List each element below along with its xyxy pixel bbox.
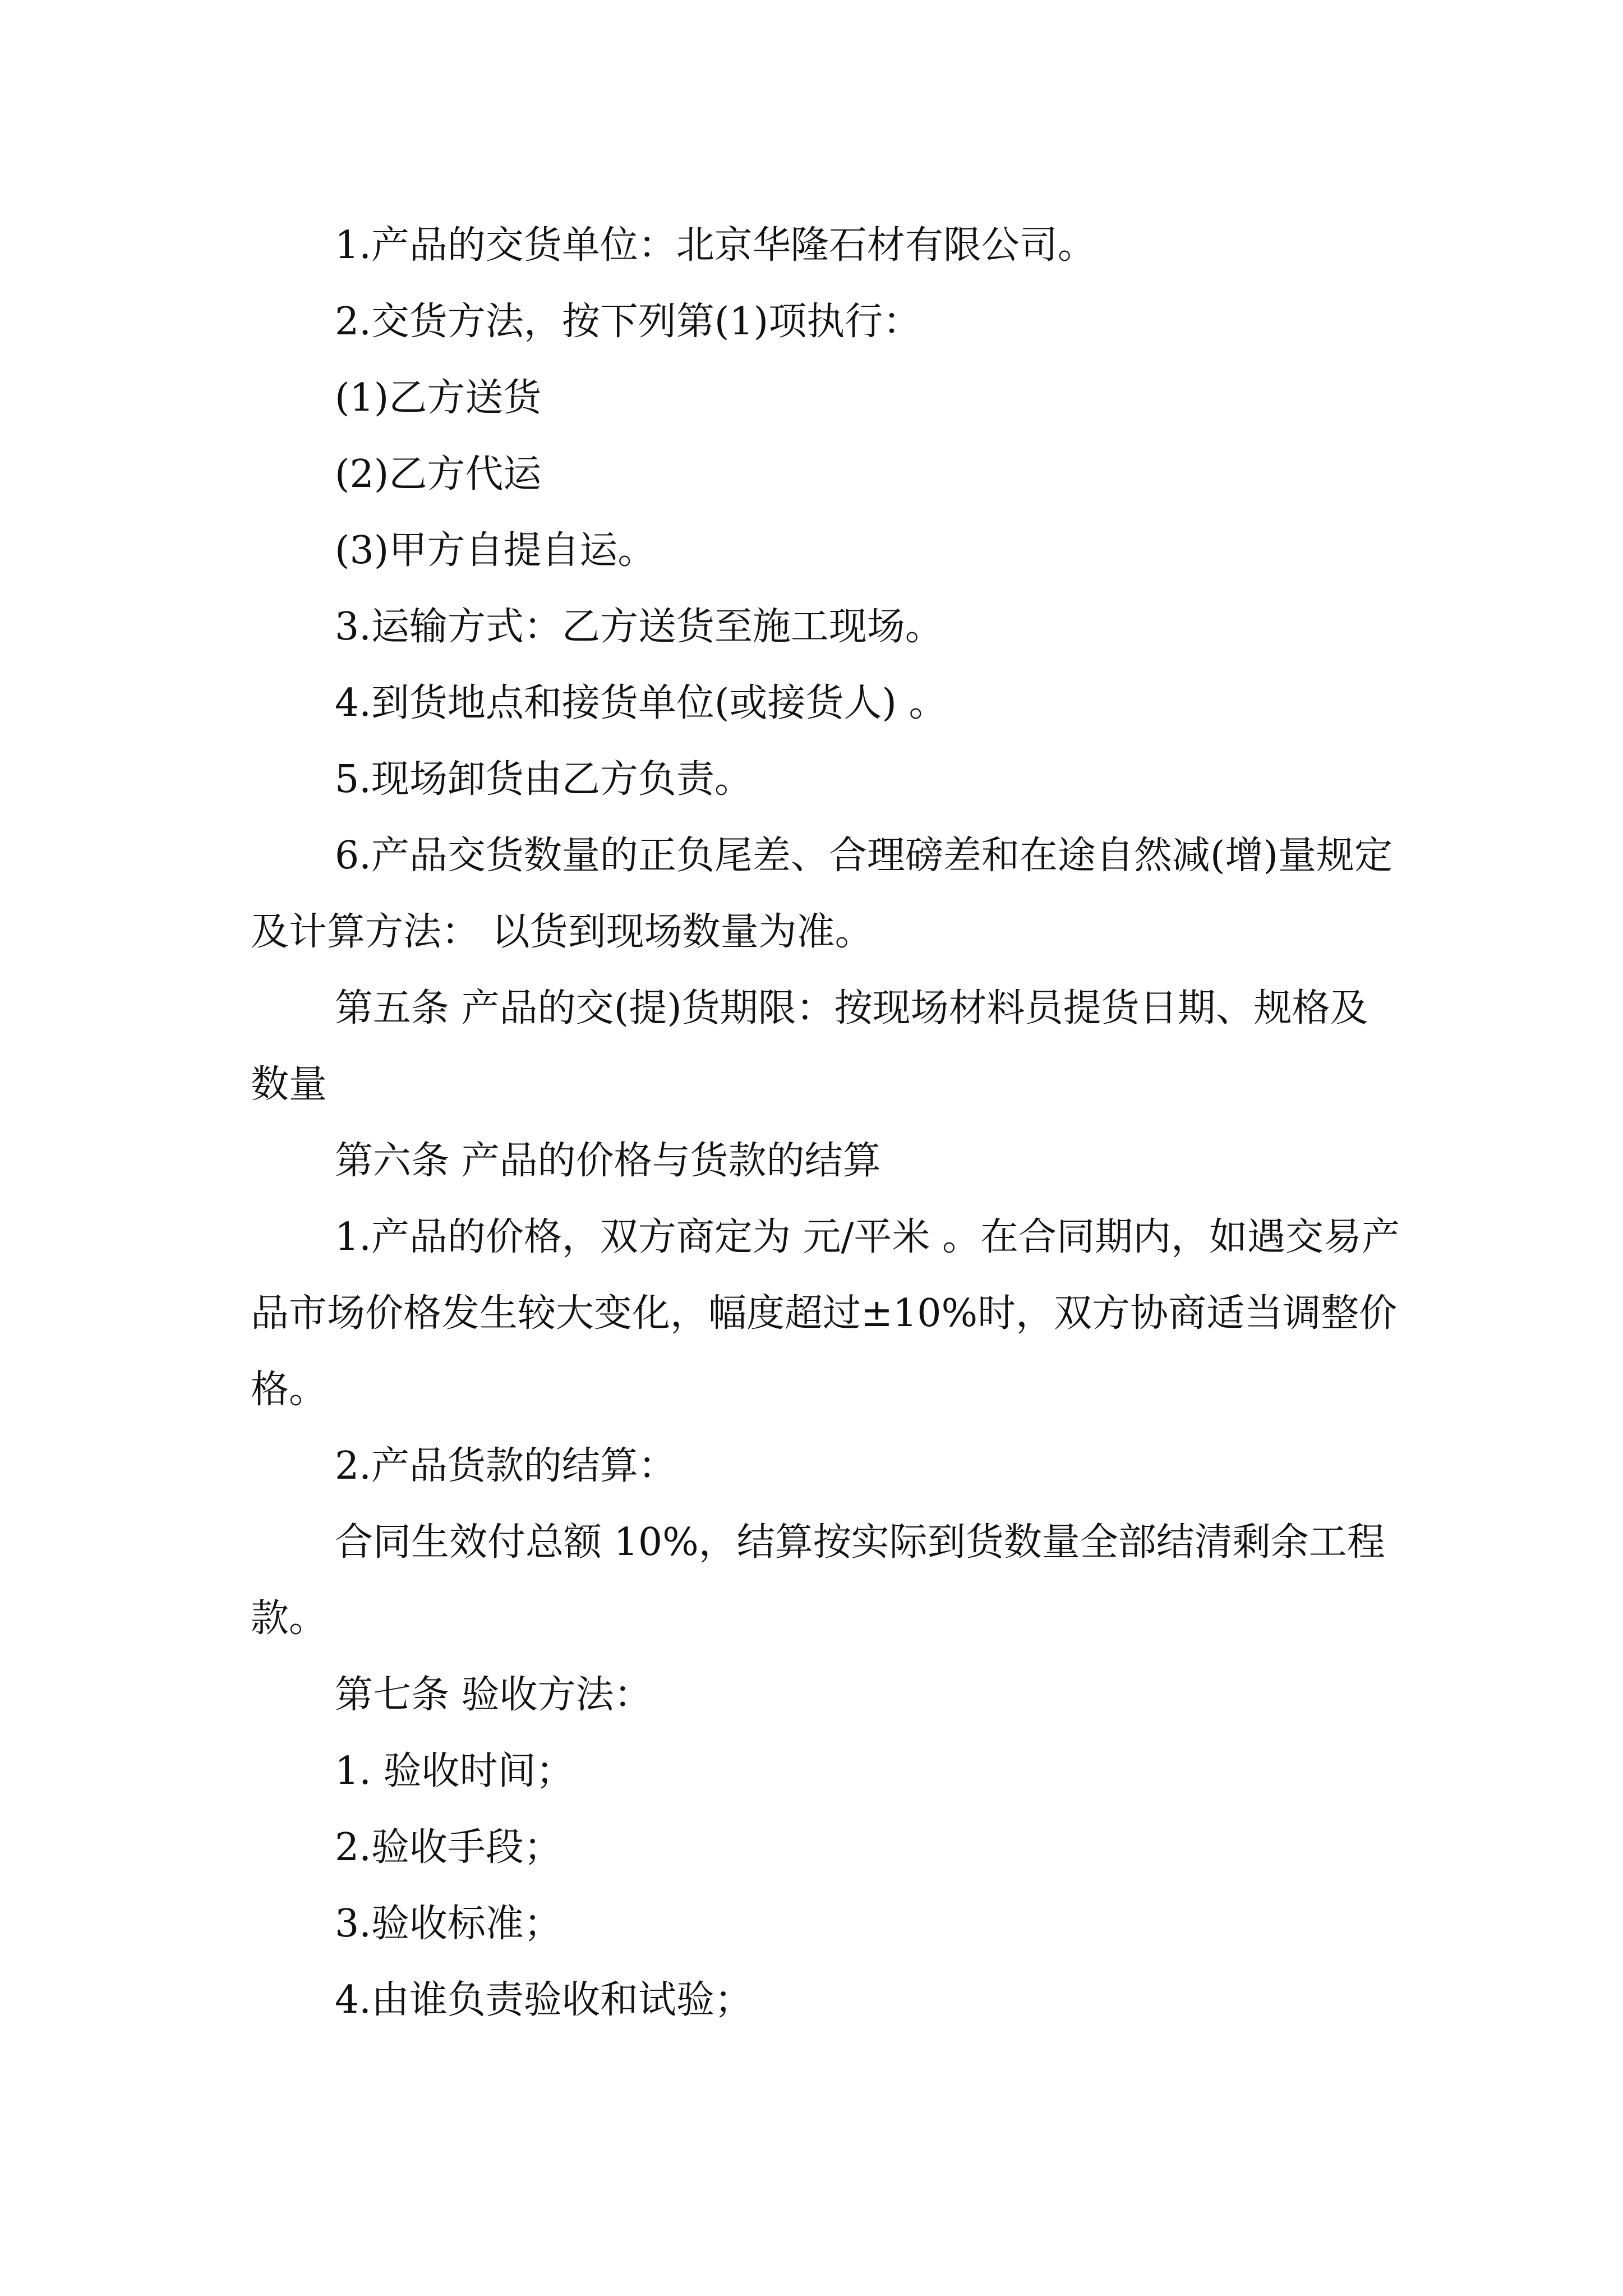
document-body bbox=[251, 208, 1406, 2039]
paragraph-option-1: (1)乙方送货 bbox=[335, 376, 542, 420]
paragraph-settlement: 2.产品货款的结算： bbox=[335, 1444, 676, 1488]
paragraph-article-7: 第七条 验收方法： bbox=[335, 1673, 652, 1717]
paragraph-acceptance-means: 2.验收手段； bbox=[335, 1825, 562, 1870]
paragraph-article-5: 第五条 产品的交(提)货期限：按现场材料员提货日期、规格及数量 bbox=[251, 986, 1368, 1107]
paragraph-acceptance-time: 1. 验收时间； bbox=[335, 1749, 574, 1793]
paragraph-acceptance-standard: 3.验收标准； bbox=[335, 1902, 562, 1946]
paragraph-delivery-method: 2.交货方法，按下列第(1)项执行： bbox=[335, 300, 921, 344]
paragraph-delivery-location: 4.到货地点和接货单位(或接货人) 。 bbox=[335, 681, 947, 725]
paragraph-acceptance-responsible: 4.由谁负责验收和试验； bbox=[335, 1978, 753, 2022]
paragraph-unloading: 5.现场卸货由乙方负责。 bbox=[335, 757, 753, 802]
paragraph-option-3: (3)甲方自提自运。 bbox=[335, 528, 656, 573]
paragraph-article-6: 第六条 产品的价格与货款的结算 bbox=[335, 1139, 881, 1183]
paragraph-price: 1.产品的价格，双方商定为 元/平米 。在合同期内，如遇交易产品市场价格发生较大变化，幅度超过±10%时，双方协商适当调整价格。 bbox=[251, 1215, 1400, 1412]
paragraph-transport: 3.运输方式：乙方送货至施工现场。 bbox=[335, 605, 943, 649]
paragraph-payment: 合同生效付总额 10%，结算按实际到货数量全部结清剩余工程款。 bbox=[251, 1520, 1385, 1641]
paragraph-quantity-rules: 6.产品交货数量的正负尾差、合理磅差和在途自然减(增)量规定及计算方法： 以货到现场数量为准。 bbox=[251, 834, 1393, 954]
paragraph-delivery-unit: 1.产品的交货单位：北京华隆石材有限公司。 bbox=[335, 223, 1096, 268]
paragraph-option-2: (2)乙方代运 bbox=[335, 452, 542, 496]
